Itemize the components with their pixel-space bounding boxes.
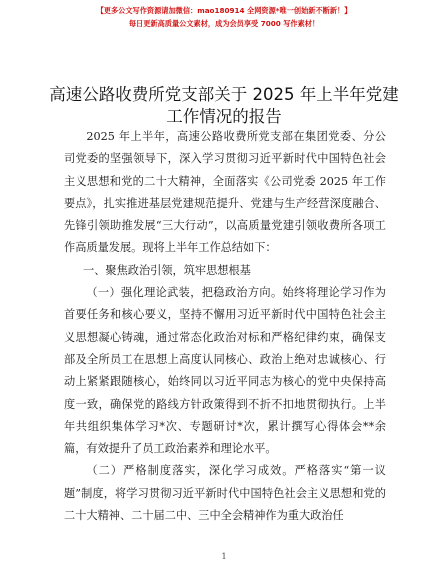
promo-banner-line-2: 每日更新高质量公文素材，成为会员享受 7000 写作素材！: [128, 19, 320, 28]
document-title: [40, 84, 408, 128]
section-heading: 一、聚焦政治引领，筑牢思想根基: [83, 263, 251, 277]
document-title-line-2: 工作情况的报告: [166, 107, 282, 126]
document-body: [64, 126, 386, 527]
promo-banner-line-1: 【更多公文写作资源请加微信：mao180914 全网资源*唯一创始新不断新！】: [96, 6, 352, 15]
intro-paragraph: 2025 年上半年，高速公路收费所党支部在集团党委、分公司党委的坚强领导下，深入学习贯彻习近平新时代中国特色社会主义思想和党的二十大精神，全面落实《公司党委 2025 年工作要点》，扎实推进基层党建规范提升、党建与生产经营深度融合、先锋引领助推发展“三大行动”，以高质量党建引领收费所各项工作高质量发展。现将上半年工作总结如下：: [64, 130, 386, 255]
promo-banner: [0, 4, 448, 30]
body-paragraph: （一）强化理论武装，把稳政治方向。始终将理论学习作为首要任务和核心要义，坚持不懈用习近平新时代中国特色社会主义思想凝心铸魂，通过常态化政治对标和严格纪律约束，确保支部及全所员工在思想上高度认同核心、政治上绝对忠诚核心、行动上紧紧跟随核心，始终同以习近平同志为核心的党中央保持高度一致，确保党的路线方针政策得到不折不扣地贯彻执行。上半年共组织集体学习*次、专题研讨*次，累计撰写心得体会**余篇，有效提升了员工政治素养和理论水平。: [64, 286, 386, 456]
body-paragraph: （二）严格制度落实，深化学习成效。严格落实“第一议题”制度，将学习贯彻习近平新时代中国特色社会主义思想和党的二十大精神、二十届二中、三中全会精神作为重大政治任: [64, 464, 386, 523]
document-title-line-1: 高速公路收费所党支部关于 2025 年上半年党建: [49, 85, 399, 104]
page-number: 1: [221, 552, 227, 561]
